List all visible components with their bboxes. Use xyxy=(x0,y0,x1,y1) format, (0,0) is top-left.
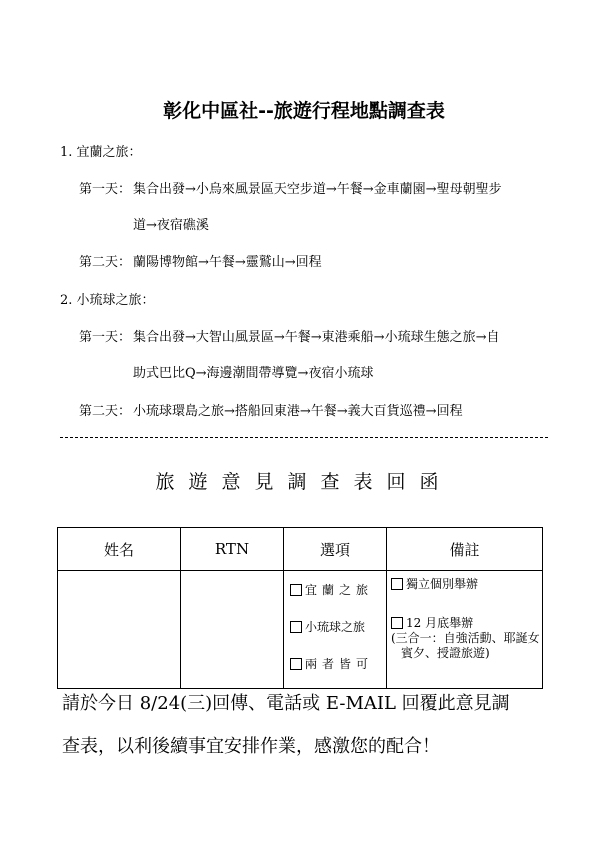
option-yilan[interactable] xyxy=(290,581,386,598)
option-yilan-label: 宜蘭之旅 xyxy=(305,583,374,597)
trip1-day2-itinerary: 蘭陽博物館→午餐→靈鷲山→回程 xyxy=(133,255,322,270)
trip2-day2-label: 第二天： xyxy=(79,404,132,419)
table-header-row xyxy=(58,528,543,571)
note-separate-label: 獨立個別舉辦 xyxy=(406,577,479,591)
option-both-label: 兩者皆可 xyxy=(305,657,374,671)
note-december-detail: (三合一：自強活動、耶誕女 xyxy=(391,631,540,645)
trip2-heading: 2. 小琉球之旅： xyxy=(60,293,155,308)
closing-instruction-line2: 查表，以利後續事宜安排作業，感激您的配合！ xyxy=(62,736,440,757)
trip1-day1-itinerary: 集合出發→小烏來風景區天空步道→午餐→金車蘭園→聖母朝聖步 xyxy=(133,182,502,197)
reply-form-title: 旅遊意見調查表回函 xyxy=(155,471,453,493)
table-row xyxy=(58,571,543,689)
trip1-day2-label: 第二天： xyxy=(79,255,132,270)
trip2-day1-itinerary-cont: 助式巴比Q→海邊潮間帶導覽→夜宿小琉球 xyxy=(133,366,374,381)
trip2-day2-itinerary: 小琉球環島之旅→搭船回東港→午餐→義大百貨巡禮→回程 xyxy=(133,404,463,419)
options-cell xyxy=(284,571,387,689)
survey-table xyxy=(57,527,543,689)
header-rtn: RTN xyxy=(181,528,284,571)
checkbox-icon[interactable] xyxy=(290,621,302,633)
trip1-heading: 1. 宜蘭之旅： xyxy=(60,145,142,160)
checkbox-icon[interactable] xyxy=(290,658,302,670)
checkbox-icon[interactable] xyxy=(391,578,403,590)
note-december-label: 12 月底舉辦 xyxy=(406,616,474,630)
option-both[interactable] xyxy=(290,655,386,672)
trip1-day1-label: 第一天： xyxy=(79,182,132,197)
header-notes: 備註 xyxy=(387,528,543,571)
note-separate[interactable] xyxy=(391,575,542,592)
checkbox-icon[interactable] xyxy=(391,617,403,629)
document-title: 彰化中區社--旅遊行程地點調查表 xyxy=(163,100,445,122)
notes-cell xyxy=(387,571,543,689)
trip1-day1-itinerary-cont: 道→夜宿礁溪 xyxy=(133,218,209,233)
cut-line-divider xyxy=(60,437,548,438)
checkbox-icon[interactable] xyxy=(290,584,302,596)
note-december[interactable] xyxy=(391,614,542,631)
trip2-day1-label: 第一天： xyxy=(79,330,132,345)
name-cell[interactable] xyxy=(58,571,181,689)
note-december-detail-cont: 賓夕、授證旅遊) xyxy=(401,646,490,660)
header-options: 選項 xyxy=(284,528,387,571)
closing-instruction-line1: 請於今日 8/24(三)回傳、電話或 E-MAIL 回覆此意見調 xyxy=(62,693,510,714)
header-name: 姓名 xyxy=(58,528,181,571)
option-xiaoliuqiu-label: 小琉球之旅 xyxy=(305,620,366,634)
trip2-day1-itinerary: 集合出發→大智山風景區→午餐→東港乘船→小琉球生態之旅→自 xyxy=(133,330,500,345)
option-xiaoliuqiu[interactable] xyxy=(290,618,386,635)
rtn-cell[interactable] xyxy=(181,571,284,689)
